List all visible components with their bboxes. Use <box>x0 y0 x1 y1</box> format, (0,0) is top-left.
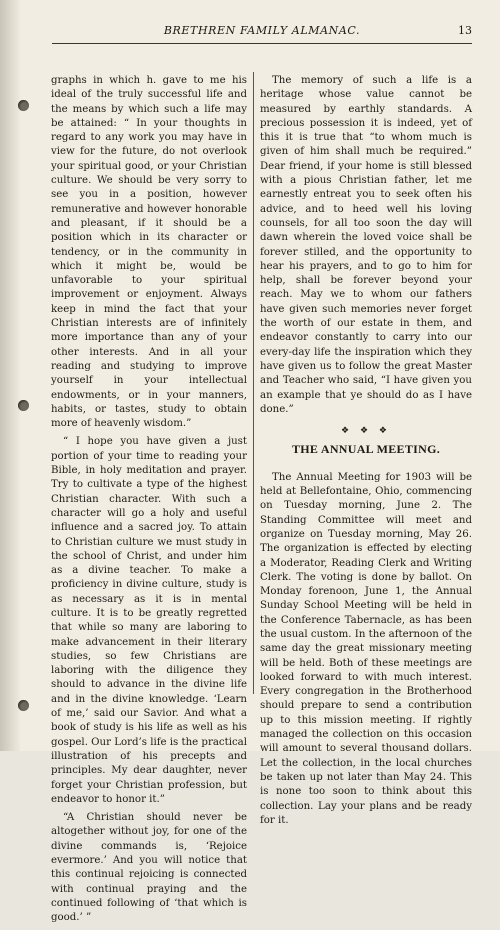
section-ornament: ❖ ❖ ❖ <box>341 426 391 437</box>
section-heading: THE ANNUAL MEETING. <box>291 442 441 457</box>
binding-hole <box>18 700 29 711</box>
body-paragraph: The Annual Meeting for 1903 will be held at Bellefontaine, Ohio, commencing on Tuesday morning, June 2. The Standing Committee will meet and organize on Tuesday morning, May 26. The organization is effected by electing a Moderator, Reading Clerk and Writing Clerk. The voting is done by ballot. On Monday forenoon, June 1, the Annual Sunday School Meeting will be held in the Conference Tabernacle, as has been the usual custom. In the afternoon of the same day the great missionary meeting will be held. Both of these meetings are looked forward to with much interest. Every congregation in the Brotherhood should prepare to send a contribution up to this mission meeting. If rightly managed the collection on this occasion will amount to several thousand dollars. Let the collection, in the local churches be taken up not later than May 24. This is none too soon to think about this collection. Lay your plans and be ready for it. <box>260 471 472 826</box>
header-rule <box>52 43 472 44</box>
body-paragraph: “ I hope you have given a just portion of your time to reading your Bible, in holy meditation and prayer. Try to cultivate a type of the highest Christian character. With such a character will go a holy and useful influence and a sacred joy. To attain to Christian culture we must study in the school of Christ, and under him as a divine teacher. To make a proficiency in divine culture, study is as necessary as it is in mental culture. It is to be greatly regretted that while so many are laboring to make advancement in their literary studies, so few Christians are laboring with the diligence they should to advance in the divine life and in the divine knowledge. ‘Learn of me,’ said our Savior. And what a book of study is his life as well as his gospel. Our Lord’s life is the practical illustration of his precepts and principles. My dear daughter, never forget your Christian profession, but endeavor to honor it.” <box>51 436 247 805</box>
page-number: 13 <box>458 24 472 37</box>
binding-hole <box>18 100 29 111</box>
header-title: BRETHREN FAMILY ALMANAC. <box>163 24 361 37</box>
body-paragraph: “A Christian should never be altogether without joy, for one of the divine commands is, ‘Rejoice evermore.’ And you will notice that this continual rejoicing is connected with continual praying and the continued following of ‘that which is good.’ ” <box>51 812 247 924</box>
right-column <box>260 74 472 832</box>
left-column <box>51 74 247 930</box>
body-paragraph: The memory of such a life is a heritage whose value cannot be measured by earthly standards. A precious possession it is indeed, yet of this it is true that “to whom much is given of him shall much be required.” Dear friend, if your home is still blessed with a pious Christian father, let me earnestly entreat you to seek often his advice, and to heed well his loving counsels, for all too soon the day will dawn wherein the loved voice shall be forever stilled, and the opportunity to hear his prayers, and to go to him for help, shall be forever beyond your reach. May we to whom our fathers have given such memories never forget the worth of our estate in them, and endeavor constantly to carry into our every-day life the inspiration which they have given us to follow the great Master and Teacher who said, “I have given you an example that ye should do as I have done.” <box>260 75 472 415</box>
binding-edge <box>0 0 20 751</box>
column-divider <box>253 72 254 694</box>
binding-hole <box>18 400 29 411</box>
running-header <box>52 24 472 40</box>
body-paragraph: graphs in which h. gave to me his ideal of the truly successful life and the means by which such a life may be attained: “ In your thoughts in regard to any work you may have in view for the future, do not overlook your spiritual good, or your Christian culture. We should be very sorry to see you in a position, however remunerative and however honorable and pleasant, if it should be a position which in its character or tendency, or in the community in which it might be, would be unfavorable to your spiritual improvement or enjoyment. Always keep in mind the fact that your Christian interests are of infinitely more importance than any of your other interests. And in all your reading and studying to improve yourself in your intellectual endowments, or in your manners, habits, or tastes, study to obtain more of heavenly wisdom.” <box>51 75 247 430</box>
